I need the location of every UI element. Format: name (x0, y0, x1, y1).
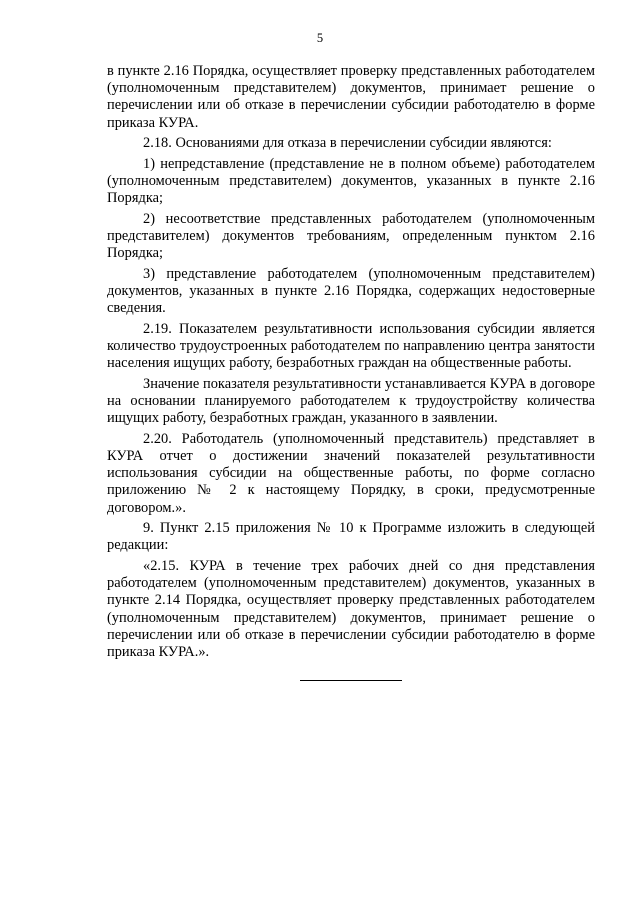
document-body (107, 63, 595, 665)
paragraph-continuation: в пункте 2.16 Порядка, осуществляет проверку представленных работодателем (уполномоченным представителем) документов, принимает решение о перечислении или об отказе в перечислении субсидии работодателю в форме приказа КУРА. (107, 63, 595, 131)
page-number: 5 (316, 31, 324, 45)
paragraph-2-19: 2.19. Показателем результативности использования субсидии является количество трудоустроенных работодателем по направлению центра занятости населения ищущих работу, безработных граждан на общественные работы. (107, 320, 595, 372)
paragraph-2-20: 2.20. Работодатель (уполномоченный представитель) представляет в КУРА отчет о достижении значений показателей результативности использования субсидии на общественные работы, по форме согласно приложению № 2 к настоящему Порядку, в сроки, предусмотренные договором.». (107, 430, 595, 516)
paragraph-2-18-item-1: 1) непредставление (представление не в полном объеме) работодателем (уполномоченным представителем) документов, указанных в пункте 2.16 Порядка; (107, 155, 595, 207)
paragraph-indicator-value: Значение показателя результативности устанавливается КУРА в договоре на основании планируемого работодателем к трудоустройству количества ищущих работу, безработных граждан, указанного в заявлении. (107, 375, 595, 427)
end-divider-line (300, 680, 402, 681)
paragraph-2-18-item-2: 2) несоответствие представленных работодателем (уполномоченным представителем) документов требованиям, определенным пунктом 2.16 Порядка; (107, 210, 595, 262)
paragraph-2-18-item-3: 3) представление работодателем (уполномоченным представителем) документов, указанных в пункте 2.16 Порядка, содержащих недостоверные сведения. (107, 265, 595, 317)
paragraph-2-18: 2.18. Основаниями для отказа в перечислении субсидии являются: (143, 135, 552, 152)
paragraph-item-9: 9. Пункт 2.15 приложения № 10 к Программе изложить в следующей редакции: (107, 520, 595, 554)
paragraph-2-15-new-wording: «2.15. КУРА в течение трех рабочих дней со дня представления работодателем (уполномоченным представителем) документов, указанных в пункте 2.14 Порядка, осуществляет проверку представленных работодателем (уполномоченным представителем) документов, принимает решение о перечислении или об отказе в перечислении субсидии работодателю в форме приказа КУРА.». (107, 558, 595, 661)
